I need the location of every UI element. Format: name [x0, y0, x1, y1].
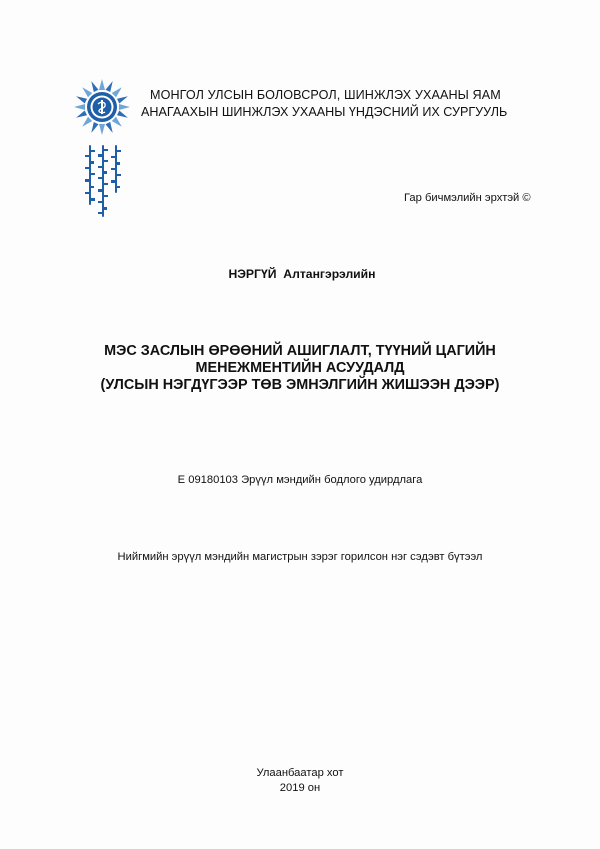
author-name: НЭРГҮЙ Алтангэрэлийн: [228, 267, 376, 281]
specialty-code: Е 09180103 Эрүүл мэндийн бодлого удирдлага: [177, 474, 423, 486]
place-and-year: [0, 766, 600, 796]
city: Улаанбаатар хот: [256, 767, 344, 779]
copyright-notice: Гар бичмэлийн эрхтэй ©: [404, 192, 531, 204]
thesis-title-line-3: (УЛСЫН НЭГДҮГЭЭР ТӨВ ЭМНЭЛГИЙН ЖИШЭЭН ДЭЭР): [100, 377, 500, 393]
university-name: АНАГААХЫН ШИНЖЛЭХ УХААНЫ ҮНДЭСНИЙ ИХ СУРГУУЛЬ: [141, 105, 508, 119]
thesis-title-line-1: МЭС ЗАСЛЫН ӨРӨӨНИЙ АШИГЛАЛТ, ТҮҮНИЙ ЦАГИЙН: [104, 343, 496, 359]
thesis-title-line-2: МЕНЕЖМЕНТИЙН АСУУДАЛД: [195, 360, 405, 376]
ministry-name: МОНГОЛ УЛСЫН БОЛОВСРОЛ, ШИНЖЛЭХ УХААНЫ ЯАМ: [150, 88, 501, 102]
thesis-title: [0, 343, 600, 394]
university-emblem-icon: [74, 79, 130, 135]
mongolian-script-name-icon: [82, 142, 124, 220]
degree-statement: Нийгмийн эрүүл мэндийн магистрын зэрэг горилсон нэг сэдэвт бүтээл: [117, 551, 483, 563]
year: 2019 он: [279, 782, 321, 794]
